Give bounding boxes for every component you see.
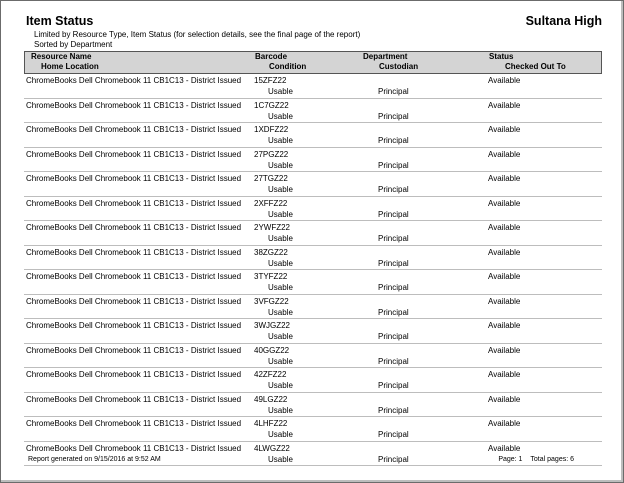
barcode: 27PGZ22: [254, 149, 289, 159]
condition: Usable: [268, 430, 293, 439]
status: Available: [488, 247, 521, 257]
custodian: Principal: [378, 307, 409, 317]
custodian: Principal: [378, 111, 409, 121]
condition: Usable: [268, 283, 293, 292]
barcode: 1XDFZ22: [254, 125, 289, 134]
resource-name: ChromeBooks Dell Chromebook 11 CB1C13 - District Issued: [26, 394, 242, 404]
condition: Usable: [268, 87, 293, 96]
resource-name: ChromeBooks Dell Chromebook 11 CB1C13 - District Issued: [26, 345, 242, 355]
custodian: Principal: [378, 209, 409, 219]
status: Available: [488, 272, 521, 281]
table-row: [24, 99, 602, 124]
condition: Usable: [268, 356, 293, 366]
table-row: [24, 417, 602, 442]
custodian: Principal: [378, 258, 409, 268]
resource-name: ChromeBooks Dell Chromebook 11 CB1C13 - District Issued: [26, 247, 242, 257]
custodian: Principal: [378, 87, 409, 96]
header-home-location: Home Location: [41, 62, 99, 71]
report-title: Item Status: [26, 14, 94, 28]
sorted-by-text: Sorted by Department: [34, 40, 113, 49]
resource-name: ChromeBooks Dell Chromebook 11 CB1C13 - District Issued: [26, 100, 242, 110]
custodian: Principal: [378, 454, 409, 464]
generated-text: Report generated on 9/15/2016 at 9:52 AM: [28, 456, 161, 463]
barcode: 40GGZ22: [254, 345, 290, 355]
barcode: 3WJGZ22: [254, 321, 291, 330]
title-row: [24, 14, 602, 30]
status: Available: [488, 223, 521, 232]
condition: Usable: [268, 307, 293, 317]
status: Available: [488, 198, 521, 208]
status: Available: [488, 100, 521, 110]
barcode: 4LWGZ22: [254, 443, 290, 453]
condition: Usable: [268, 185, 293, 194]
table-row: [24, 123, 602, 148]
resource-name: ChromeBooks Dell Chromebook 11 CB1C13 - District Issued: [26, 443, 242, 453]
custodian: Principal: [378, 430, 409, 439]
table-row: [24, 246, 602, 271]
header-custodian: Custodian: [379, 62, 419, 71]
barcode: 15ZFZ22: [254, 76, 287, 85]
table-row: [24, 197, 602, 222]
custodian: Principal: [378, 234, 409, 243]
custodian: Principal: [378, 160, 409, 170]
condition: Usable: [268, 136, 293, 145]
resource-name: ChromeBooks Dell Chromebook 11 CB1C13 - District Issued: [26, 223, 242, 232]
table-row: [24, 393, 602, 418]
table-row: [24, 172, 602, 197]
barcode: 4LHFZ22: [254, 419, 288, 428]
resource-name: ChromeBooks Dell Chromebook 11 CB1C13 - District Issued: [26, 272, 242, 281]
custodian: Principal: [378, 185, 409, 194]
barcode: 27TGZ22: [254, 174, 288, 183]
report: [24, 14, 602, 466]
condition: Usable: [268, 111, 293, 121]
header-condition: Condition: [269, 62, 307, 71]
resource-name: ChromeBooks Dell Chromebook 11 CB1C13 - District Issued: [26, 370, 242, 379]
barcode: 3TYFZ22: [254, 272, 288, 281]
condition: Usable: [268, 209, 293, 219]
status: Available: [488, 370, 521, 379]
header-resource-name: Resource Name: [31, 52, 92, 61]
condition: Usable: [268, 405, 293, 415]
resource-name: ChromeBooks Dell Chromebook 11 CB1C13 - District Issued: [26, 321, 242, 330]
condition: Usable: [268, 234, 293, 243]
table-row: [24, 319, 602, 344]
status: Available: [488, 321, 521, 330]
condition: Usable: [268, 258, 293, 268]
barcode: 38ZGZ22: [254, 247, 288, 257]
resource-name: ChromeBooks Dell Chromebook 11 CB1C13 - District Issued: [26, 419, 242, 428]
condition: Usable: [268, 381, 293, 390]
table-row: [24, 270, 602, 295]
table-row: [24, 221, 602, 246]
total-pages: Total pages: 6: [530, 456, 574, 463]
resource-name: ChromeBooks Dell Chromebook 11 CB1C13 - District Issued: [26, 125, 242, 134]
column-header: [24, 51, 602, 74]
status: Available: [488, 419, 521, 428]
status: Available: [488, 76, 521, 85]
barcode: 2XFFZ22: [254, 198, 288, 208]
status: Available: [488, 125, 521, 134]
table-row: [24, 148, 602, 173]
header-status: Status: [489, 52, 514, 61]
resource-name: ChromeBooks Dell Chromebook 11 CB1C13 - District Issued: [26, 76, 242, 85]
status: Available: [488, 443, 521, 453]
barcode: 3VFGZ22: [254, 296, 289, 306]
custodian: Principal: [378, 283, 409, 292]
resource-name: ChromeBooks Dell Chromebook 11 CB1C13 - District Issued: [26, 198, 242, 208]
header-barcode: Barcode: [255, 52, 288, 61]
barcode: 42ZFZ22: [254, 370, 287, 379]
page-number: Page: 1: [498, 456, 523, 463]
resource-name: ChromeBooks Dell Chromebook 11 CB1C13 - District Issued: [26, 174, 242, 183]
condition: Usable: [268, 332, 293, 341]
custodian: Principal: [378, 136, 409, 145]
limited-by-text: Limited by Resource Type, Item Status (for selection details, see the final page of the report): [34, 30, 361, 39]
status: Available: [488, 394, 521, 404]
school-name: Sultana High: [525, 14, 602, 28]
page-info: [492, 456, 574, 463]
barcode: 2YWFZ22: [254, 223, 291, 232]
header-checked-out-to: Checked Out To: [505, 62, 566, 71]
header-department: Department: [363, 52, 408, 61]
table-row: [24, 295, 602, 320]
condition: Usable: [268, 454, 293, 464]
status: Available: [488, 149, 521, 159]
table-row: [24, 74, 602, 99]
custodian: Principal: [378, 381, 409, 390]
barcode: 1C7GZ22: [254, 100, 289, 110]
condition: Usable: [268, 160, 293, 170]
barcode: 49LGZ22: [254, 394, 288, 404]
custodian: Principal: [378, 356, 409, 366]
item-list: [24, 74, 602, 466]
table-row: [24, 368, 602, 393]
custodian: Principal: [378, 405, 409, 415]
table-row: [24, 344, 602, 369]
custodian: Principal: [378, 332, 409, 341]
resource-name: ChromeBooks Dell Chromebook 11 CB1C13 - District Issued: [26, 296, 242, 306]
status: Available: [488, 174, 521, 183]
resource-name: ChromeBooks Dell Chromebook 11 CB1C13 - District Issued: [26, 149, 242, 159]
status: Available: [488, 345, 521, 355]
status: Available: [488, 296, 521, 306]
